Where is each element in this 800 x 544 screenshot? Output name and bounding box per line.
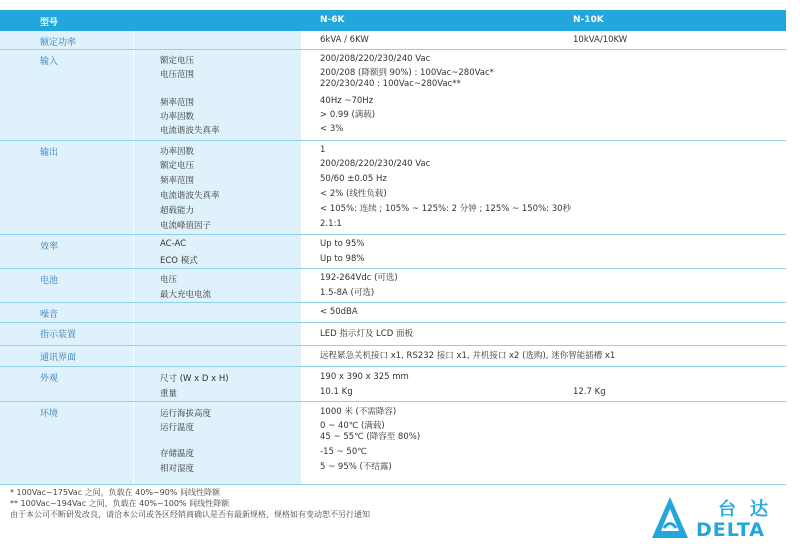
category-cell <box>0 269 133 302</box>
row-label: 相对湿度 <box>160 464 195 474</box>
logo-chinese: 台达 <box>718 499 782 520</box>
logo-english: DELTA <box>696 519 765 541</box>
row-value: 10.1 Kg <box>320 387 353 397</box>
value: 6kVA / 6KW <box>320 35 369 45</box>
category-label: 通讯界面 <box>40 353 77 363</box>
section-rated-power <box>0 31 786 50</box>
row-label: 运行海拔高度 <box>160 409 212 419</box>
row-value: 5 ~ 95% (不结露) <box>320 462 392 472</box>
section-noise <box>0 303 786 323</box>
row-value: < 2% (线性负载) <box>320 189 387 199</box>
row-label: 重量 <box>160 389 178 399</box>
row-label: 电流峰值因子 <box>160 221 212 231</box>
category-label: 输入 <box>40 57 59 67</box>
row-value: 远程紧急关机接口 x1, RS232 接口 x1, 并机接口 x2 (选购), 迷你智能插槽 x1 <box>320 351 616 361</box>
row-value-2: 12.7 Kg <box>573 387 606 397</box>
row-label: ECO 模式 <box>160 256 198 266</box>
footnote-1: * 100Vac~175Vac 之间，负载在 40%~90% 间线性降额 <box>10 488 220 497</box>
row-value: 50/60 ±0.05 Hz <box>320 174 387 184</box>
row-value: 200/208/220/230/240 Vac <box>320 54 431 64</box>
row-label: 存储温度 <box>160 449 195 459</box>
row-value: Up to 98% <box>320 254 365 264</box>
row-label: 电流谐波失真率 <box>160 126 220 136</box>
section-efficiency <box>0 235 786 269</box>
row-value: Up to 95% <box>320 239 365 249</box>
row-value: 220/230/240 : 100Vac~280Vac** <box>320 79 461 89</box>
row-label: 电压 <box>160 275 178 285</box>
row-value: 45 ~ 55℃ (降容至 80%) <box>320 432 421 442</box>
row-value: 40Hz ~70Hz <box>320 96 374 106</box>
row-value: LED 指示灯及 LCD 面板 <box>320 329 413 339</box>
row-value: 1 <box>320 145 326 155</box>
footnote-2: ** 100Vac~194Vac 之间，负载在 40%~100% 间线性降额 <box>10 499 230 508</box>
section-indicator <box>0 323 786 346</box>
value-2: 10kVA/10KW <box>573 35 628 45</box>
section-battery <box>0 269 786 303</box>
row-value: < 3% <box>320 124 344 134</box>
delta-logo <box>650 495 790 540</box>
category-label: 外观 <box>40 374 59 384</box>
row-value: > 0.99 (满载) <box>320 110 376 120</box>
row-value: 190 x 390 x 325 mm <box>320 372 409 382</box>
row-label: 运行温度 <box>160 423 195 433</box>
table-header <box>0 10 786 31</box>
row-value: 0 ~ 40℃ (满载) <box>320 421 385 431</box>
footnote-3: 由于本公司不断研发改良，请洽本公司或各区经销商确认是否有最新规格，规格如有变动恕不另行通知 <box>10 510 370 519</box>
section-appearance <box>0 367 786 402</box>
col-n10k: N-10K <box>573 15 604 25</box>
model-label: 型号 <box>40 18 59 28</box>
row-label: 额定电压 <box>160 161 195 171</box>
row-label: AC-AC <box>160 239 187 249</box>
category-cell <box>0 346 133 366</box>
row-label: 功率因数 <box>160 147 195 157</box>
category-cell <box>0 323 133 345</box>
category-cell <box>0 303 133 322</box>
row-value: 200/208 (降额到 90%) : 100Vac~280Vac* <box>320 68 494 78</box>
section-communication <box>0 346 786 367</box>
category-label: 电池 <box>40 276 59 286</box>
row-label: 功率因数 <box>160 112 195 122</box>
category-label: 环境 <box>40 409 59 419</box>
category-cell <box>0 402 133 484</box>
category-cell <box>0 141 133 234</box>
row-value: < 50dBA <box>320 307 358 317</box>
row-label: 电流谐波失真率 <box>160 191 220 201</box>
subcol-shade <box>134 303 301 322</box>
row-value: -15 ~ 50℃ <box>320 447 367 457</box>
category-label: 噪音 <box>40 310 59 320</box>
row-label: 频率范围 <box>160 176 195 186</box>
row-value: 2.1:1 <box>320 219 342 229</box>
row-label: 频率范围 <box>160 98 195 108</box>
row-label: 尺寸 (W x D x H) <box>160 374 229 384</box>
category-cell <box>0 50 133 140</box>
category-cell <box>0 367 133 401</box>
category-label: 效率 <box>40 242 59 252</box>
row-value: < 105%: 连续 ; 105% ~ 125%: 2 分钟 ; 125% ~ 150%: 30秒 <box>320 204 572 214</box>
section-environment <box>0 402 786 485</box>
section-input <box>0 50 786 141</box>
row-value: 1.5-8A (可选) <box>320 288 375 298</box>
category-cell <box>0 235 133 268</box>
subcol-shade <box>134 346 301 366</box>
row-value: 1000 米 (不需降容) <box>320 407 397 417</box>
section-output <box>0 141 786 235</box>
row-value: 200/208/220/230/240 Vac <box>320 159 431 169</box>
category-cell <box>0 31 133 49</box>
col-n6k: N-6K <box>320 15 345 25</box>
row-value: 192-264Vdc (可选) <box>320 273 398 283</box>
subcol-shade <box>134 31 301 49</box>
subcol-shade <box>134 323 301 345</box>
row-label: 额定电压 <box>160 56 195 66</box>
category-label: 额定功率 <box>40 38 77 48</box>
category-label: 输出 <box>40 148 59 158</box>
row-label: 电压范围 <box>160 70 195 80</box>
row-label: 最大充电电流 <box>160 290 212 300</box>
row-label: 超载能力 <box>160 206 195 216</box>
category-label: 指示装置 <box>40 330 77 340</box>
footnotes <box>10 487 370 520</box>
